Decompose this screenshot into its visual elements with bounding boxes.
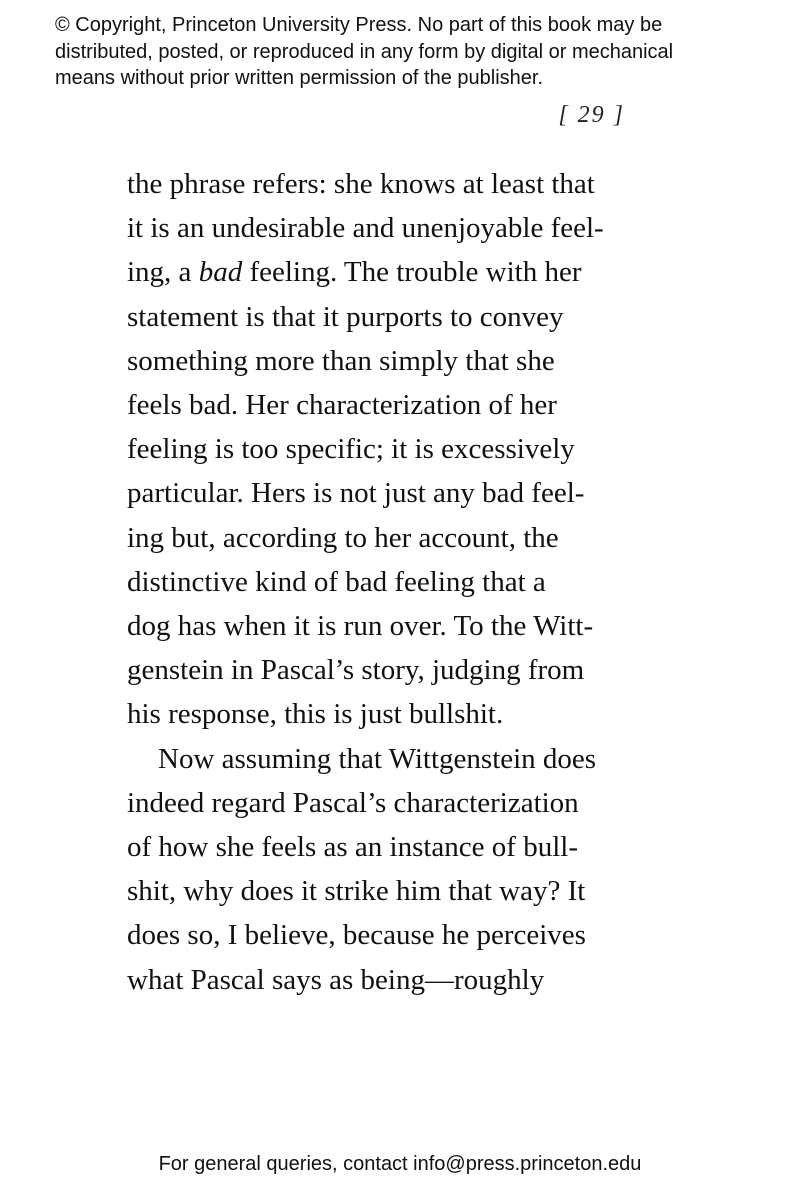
text-line: his response, this is just bullshit. bbox=[127, 698, 504, 731]
page-number: [ 29 ] bbox=[558, 102, 625, 128]
text-line: particular. Hers is not just any bad feel- bbox=[127, 477, 585, 510]
body-text bbox=[127, 162, 647, 1002]
text-line: statement is that it purports to convey bbox=[127, 300, 564, 333]
text-line: dog has when it is run over. To the Witt- bbox=[127, 610, 594, 643]
text-run: ing, a bbox=[127, 256, 199, 289]
text-line: what Pascal says as being—roughly bbox=[127, 963, 545, 996]
text-line: of how she feels as an instance of bull- bbox=[127, 831, 578, 864]
copyright-line: distributed, posted, or reproduced in any form by digital or mechanical bbox=[55, 40, 674, 63]
text-line: feels bad. Her characterization of her bbox=[127, 389, 557, 422]
text-line: indeed regard Pascal’s characterization bbox=[127, 786, 579, 819]
text-line: feeling is too specific; it is excessively bbox=[127, 433, 575, 466]
text-line: does so, I believe, because he perceives bbox=[127, 919, 586, 952]
copyright-line: means without prior written permission of the publisher. bbox=[55, 67, 544, 89]
copyright-notice bbox=[55, 12, 775, 92]
text-line: shit, why does it strike him that way? It bbox=[127, 875, 586, 908]
text-line: genstein in Pascal’s story, judging from bbox=[127, 654, 585, 687]
emphasis-word: bad bbox=[198, 256, 243, 289]
text-line: it is an undesirable and unenjoyable feel- bbox=[127, 212, 604, 245]
paragraph-start-line: Now assuming that Wittgenstein does bbox=[158, 742, 597, 775]
copyright-line: © Copyright, Princeton University Press. No part of this book may be bbox=[55, 14, 663, 36]
text-line bbox=[127, 250, 647, 294]
text-line: something more than simply that she bbox=[127, 344, 555, 377]
text-line: ing but, according to her account, the bbox=[127, 521, 559, 554]
text-line: distinctive kind of bad feeling that a bbox=[127, 565, 546, 598]
text-line: the phrase refers: she knows at least that bbox=[127, 168, 595, 200]
footer-contact: For general queries, contact info@press.princeton.edu bbox=[158, 1153, 642, 1175]
text-run: feeling. The trouble with her bbox=[242, 256, 582, 289]
